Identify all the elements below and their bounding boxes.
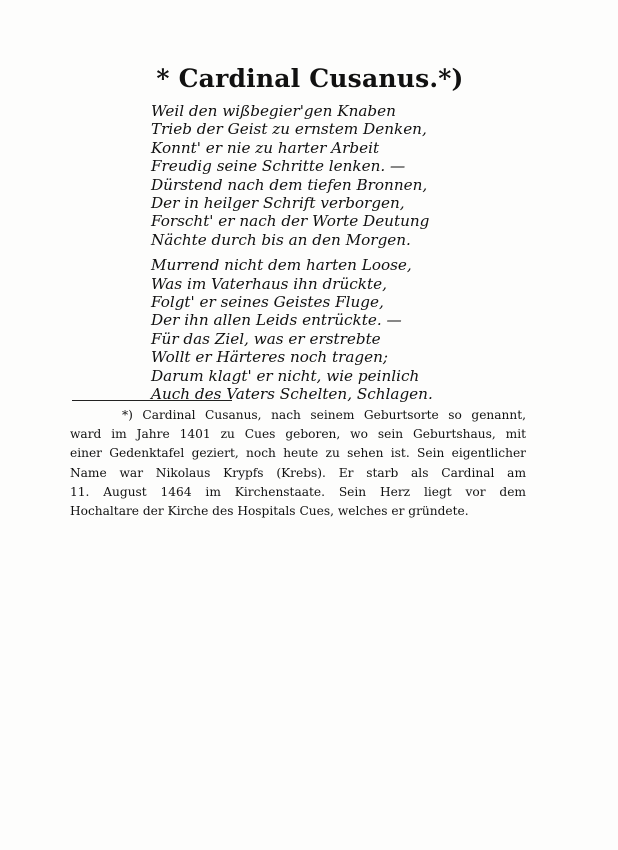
poem-line: Der in heilger Schrift verborgen,: [151, 194, 405, 213]
stanza-2: [151, 256, 451, 403]
poem-line: Konnt' er nie zu harter Arbeit: [151, 138, 380, 157]
poem-title: * Cardinal Cusanus.*): [156, 64, 464, 93]
footnote-divider: [72, 400, 232, 401]
poem-line: Freudig seine Schritte lenken. —: [151, 157, 406, 176]
footnote-line: 11. August 1464 im Kirchenstaate. Sein Herz liegt vor dem: [70, 484, 526, 499]
poem-line: Auch des Vaters Schelten, Schlagen.: [151, 385, 433, 404]
poem-line: Folgt' er seines Geistes Fluge,: [151, 293, 384, 312]
poem: [151, 102, 451, 404]
stanza-1: [151, 102, 451, 249]
poem-line: Nächte durch bis an den Morgen.: [151, 230, 411, 249]
poem-line: Der ihn allen Leids entrückte. —: [151, 311, 402, 330]
poem-line: Weil den wißbegier'gen Knaben: [151, 102, 396, 120]
footnote-line: einer Gedenktafel geziert, noch heute zu sehen ist. Sein eigentlicher: [70, 446, 526, 461]
poem-line: Forscht' er nach der Worte Deutung: [151, 212, 430, 231]
poem-line: Murrend nicht dem harten Loose,: [151, 256, 412, 275]
poem-line: Für das Ziel, was er erstrebte: [151, 329, 381, 348]
poem-line: Trieb der Geist zu ernstem Denken,: [151, 120, 427, 139]
footnote-line: Name war Nikolaus Krypfs (Krebs). Er starb als Cardinal am: [70, 465, 526, 480]
poem-line: Darum klagt' er nicht, wie peinlich: [151, 366, 420, 385]
poem-line: Was im Vaterhaus ihn drückte,: [151, 274, 387, 293]
poem-line: Wollt er Härteres noch tragen;: [151, 348, 389, 367]
poem-line: Dürstend nach dem tiefen Bronnen,: [151, 175, 428, 194]
footnote: [70, 406, 526, 521]
footnote-line: *) Cardinal Cusanus, nach seinem Geburtsorte so genannt,: [122, 408, 526, 422]
footnote-line: ward im Jahre 1401 zu Cues geboren, wo sein Geburtshaus, mit: [70, 427, 526, 442]
footnote-line: Hochaltare der Kirche des Hospitals Cues, welches er gründete.: [70, 504, 469, 519]
